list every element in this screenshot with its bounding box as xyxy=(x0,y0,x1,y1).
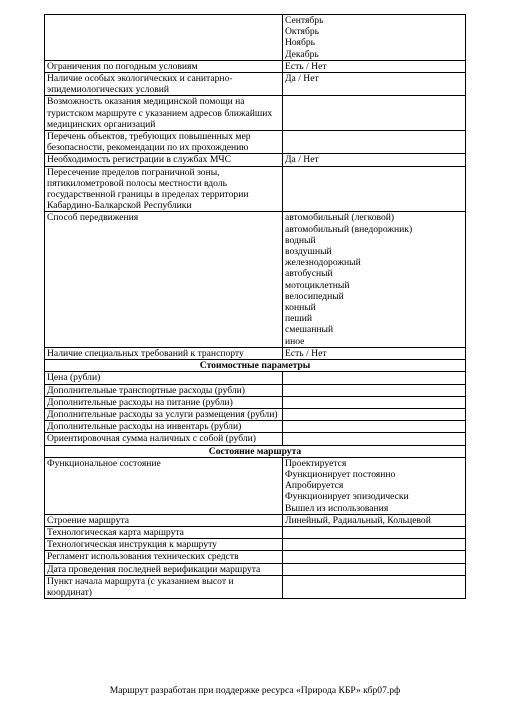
parameter-label: Дополнительные расходы за услуги размещения (рубли) xyxy=(45,408,283,420)
parameter-value-cell xyxy=(283,575,466,598)
parameter-label: Дополнительные транспортные расходы (рубли) xyxy=(45,384,283,396)
option-text: конный xyxy=(285,302,316,314)
parameter-label: Дополнительные расходы на питание (рубли) xyxy=(45,396,283,408)
parameter-value-cell xyxy=(283,514,466,526)
option-text: Проектируется xyxy=(285,457,347,469)
parameter-value-cell xyxy=(283,539,466,551)
parameter-value-cell xyxy=(283,551,466,563)
option-text: Апробируется xyxy=(285,480,344,492)
table-row xyxy=(45,457,466,514)
option-text: Есть / Нет xyxy=(285,60,327,72)
table-row xyxy=(45,408,466,420)
option-text: Ноябрь xyxy=(285,37,316,49)
parameter-value-cell xyxy=(283,154,466,166)
option-text: пеший xyxy=(285,313,313,325)
table-row xyxy=(45,60,466,72)
parameter-value-cell xyxy=(283,384,466,396)
parameter-label: Дата проведения последней верификации маршрута xyxy=(45,563,283,575)
option-text: Линейный, Радиальный, Кольцевой xyxy=(285,514,431,526)
table-row xyxy=(45,15,466,61)
section-header-row xyxy=(45,360,466,372)
option-text: Да / Нет xyxy=(285,154,319,166)
table-row xyxy=(45,131,466,154)
table-row xyxy=(45,73,466,96)
parameter-label xyxy=(45,15,283,61)
parameter-value-cell xyxy=(283,563,466,575)
table-row xyxy=(45,396,466,408)
option-text: железнодорожный xyxy=(285,257,361,269)
parameter-label: Необходимость регистрации в службах МЧС xyxy=(45,154,283,166)
parameter-value-cell xyxy=(283,421,466,433)
page-footer: Маршрут разработан при поддержке ресурса «Природа КБР» кбр07.рф xyxy=(109,685,401,696)
parameter-value-cell xyxy=(283,433,466,445)
option-text: автомобильный (легковой) xyxy=(285,212,395,224)
option-text: Октябрь xyxy=(285,26,319,38)
option-text: автомобильный (внедорожник) xyxy=(285,223,413,235)
route-parameters-table xyxy=(44,14,466,599)
option-text: велосипедный xyxy=(285,290,344,302)
table-row xyxy=(45,347,466,359)
parameter-value-cell xyxy=(283,212,466,347)
parameter-value-cell xyxy=(283,396,466,408)
parameter-label: Перечень объектов, требующих повышенных мер безопасности, рекомендации по их прохождению xyxy=(45,131,283,154)
section-title: Состояние маршрута xyxy=(45,445,466,457)
table-row xyxy=(45,154,466,166)
option-text: Сентябрь xyxy=(285,15,324,26)
parameter-value-cell xyxy=(283,73,466,96)
table-row xyxy=(45,563,466,575)
option-text: Функционирует эпизодически xyxy=(285,491,409,503)
parameter-label: Технологическая карта маршрута xyxy=(45,526,283,538)
table-body xyxy=(45,15,466,599)
parameter-label: Ограничения по погодным условиям xyxy=(45,60,283,72)
parameter-value-cell xyxy=(283,15,466,61)
parameter-label: Технологическая инструкция к маршруту xyxy=(45,539,283,551)
parameter-value-cell xyxy=(283,372,466,384)
parameter-value-cell xyxy=(283,457,466,514)
table-row xyxy=(45,514,466,526)
table-row xyxy=(45,212,466,347)
parameter-label: Наличие специальных требований к транспорту xyxy=(45,347,283,359)
option-text: Декабрь xyxy=(285,48,319,60)
table-row xyxy=(45,575,466,598)
parameter-value-cell xyxy=(283,347,466,359)
section-header-row xyxy=(45,445,466,457)
parameter-label: Функциональное состояние xyxy=(45,457,283,514)
table-row xyxy=(45,526,466,538)
parameter-value-cell xyxy=(283,60,466,72)
table-row xyxy=(45,433,466,445)
parameter-label: Пересечение пределов пограничной зоны, пятикилометровой полосы местности вдоль государственной границы в пределах территории Кабардино-Балкарской Республики xyxy=(45,166,283,212)
option-text: иное xyxy=(285,335,305,347)
option-text: Есть / Нет xyxy=(285,347,327,359)
option-text: водный xyxy=(285,234,316,246)
parameter-value-cell xyxy=(283,166,466,212)
parameter-label: Дополнительные расходы на инвентарь (рубли) xyxy=(45,421,283,433)
parameter-value-cell xyxy=(283,96,466,131)
table-row xyxy=(45,372,466,384)
option-text: Да / Нет xyxy=(285,73,319,85)
section-title: Стоимостные параметры xyxy=(45,360,466,372)
parameter-label: Наличие особых экологических и санитарно-эпидемиологических условий xyxy=(45,73,283,96)
option-text: автобусный xyxy=(285,268,333,280)
parameter-label: Способ передвижения xyxy=(45,212,283,347)
parameter-value-cell xyxy=(283,131,466,154)
parameter-label: Регламент использования технических средств xyxy=(45,551,283,563)
table-row xyxy=(45,551,466,563)
table-row xyxy=(45,539,466,551)
parameter-value-cell xyxy=(283,526,466,538)
table-row xyxy=(45,384,466,396)
table-row xyxy=(45,96,466,131)
parameter-label: Возможность оказания медицинской помощи на туристском маршруте с указанием адресов ближайших медицинских организаций xyxy=(45,96,283,131)
table-row xyxy=(45,421,466,433)
table-row xyxy=(45,166,466,212)
parameter-label: Ориентировочная сумма наличных с собой (рубли) xyxy=(45,433,283,445)
option-text: воздушный xyxy=(285,246,332,258)
parameter-label: Строение маршрута xyxy=(45,514,283,526)
option-text: Вышел из использования xyxy=(285,502,389,514)
parameter-label: Цена (рубли) xyxy=(45,372,283,384)
parameter-value-cell xyxy=(283,408,466,420)
parameter-label: Пункт начала маршрута (с указанием высот и координат) xyxy=(45,575,283,598)
option-text: мотоциклетный xyxy=(285,279,350,291)
option-text: Функционирует постоянно xyxy=(285,468,396,480)
option-text: смешанный xyxy=(285,324,334,336)
